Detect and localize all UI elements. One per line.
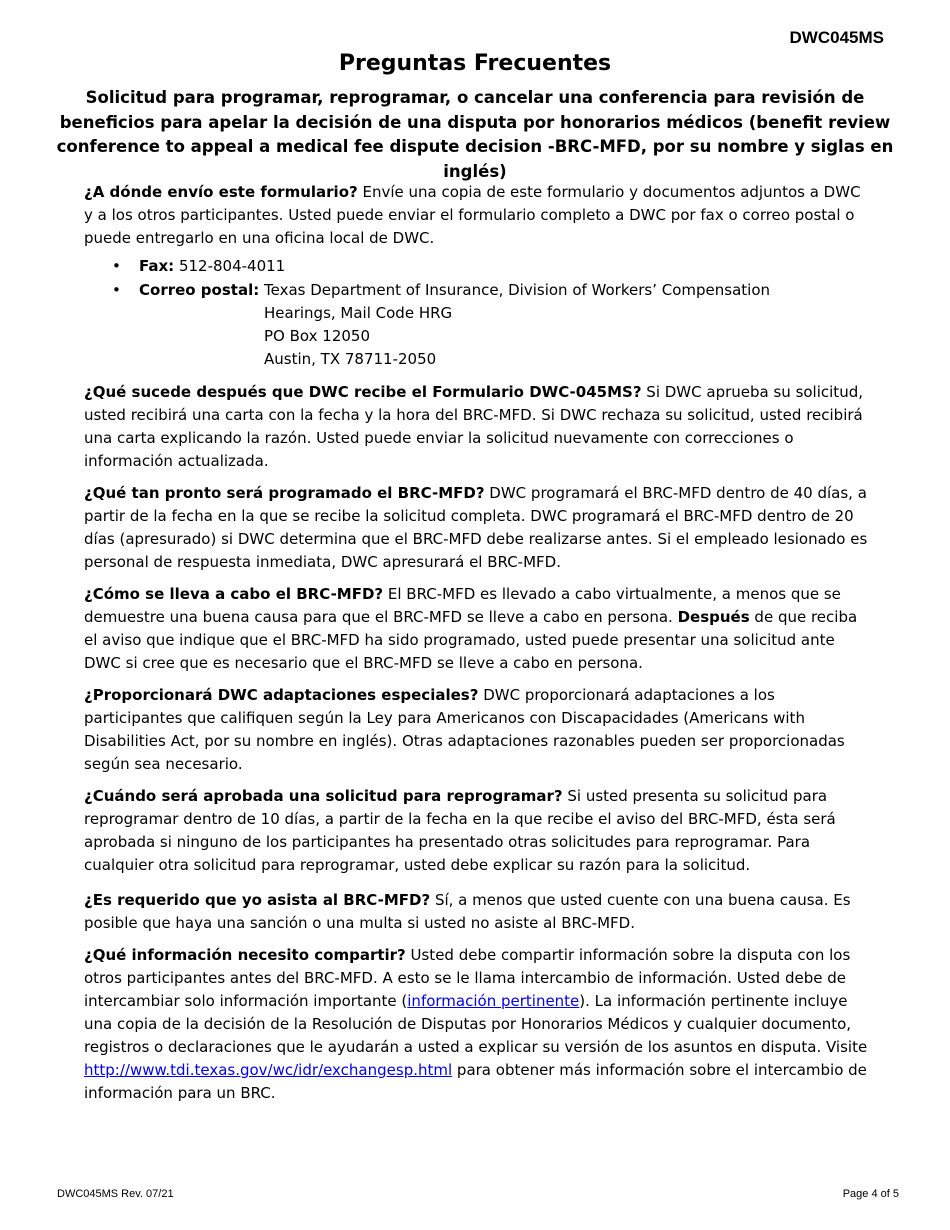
question: ¿Qué sucede después que DWC recibe el Formulario DWC-045MS? (84, 383, 642, 401)
form-code: DWC045MS (789, 28, 884, 47)
answer: El BRC-MFD es llevado a cabo virtualmente, a menos que se demuestre una buena causa para que el BRC-MFD se lleve a cabo en persona. (84, 585, 841, 626)
fax-label: Fax: (139, 257, 175, 275)
answer: Usted debe compartir información sobre la disputa con los otros participantes antes del BRC-MFD. A esto se le llama intercambio de información. Usted debe de intercambiar solo información importante ( (84, 946, 851, 1010)
fax-number: 512-804-4011 (174, 257, 286, 275)
question: ¿Es requerido que yo asista al BRC-MFD? (84, 891, 431, 909)
question: ¿Cómo se lleva a cabo el BRC-MFD? (84, 585, 384, 603)
answer: DWC proporcionará adaptaciones a los participantes que califiquen según la Ley para Americanos con Discapacidades (Americans with Disabilities Act, por su nombre en inglés). Otras adaptaciones razonables pueden ser proporcionadas según sea necesario. (84, 686, 845, 773)
answer: Envíe una copia de este formulario y documentos adjuntos a DWC y a los otros participantes. Usted puede enviar el formulario completo a DWC por fax o correo postal o puede entregarlo en una oficina local de DWC. (84, 183, 861, 247)
question: ¿Cuándo será aprobada una solicitud para reprogramar? (84, 787, 563, 805)
bullet-icon: • (112, 257, 121, 275)
address-line: Texas Department of Insurance, Division of Workers’ Compensation (264, 281, 771, 299)
answer: para obtener más información sobre el intercambio de información para un BRC. (84, 1061, 867, 1102)
question: ¿A dónde envío este formulario? (84, 183, 358, 201)
answer: Si DWC aprueba su solicitud, usted recibirá una carta con la fecha y la hora del BRC-MFD. Si DWC rechaza su solicitud, usted recibirá una carta explicando la razón. Usted puede enviar la solicitud nuevamente con correcciones o información actualizada. (84, 383, 863, 470)
mail-item (84, 279, 874, 371)
answer: DWC programará el BRC-MFD dentro de 40 días, a partir de la fecha en la que se recibe la solicitud completa. DWC programará el BRC-MFD dentro de 20 días (apresurado) si DWC determina que el BRC-MFD debe realizarse antes. Si el empleado lesionado es personal de respuesta inmediata, DWC apresurará el BRC-MFD. (84, 484, 868, 571)
address-line: Austin, TX 78711-2050 (264, 350, 437, 368)
mail-address (264, 279, 770, 371)
page-subtitle: Solicitud para programar, reprogramar, o cancelar una conferencia para revisión de beneficios para apelar la decisión de una disputa por honorarios médicos (benefit review conference to appeal a medical fee dispute decision -BRC-MFD, por su nombre y siglas en inglés) (56, 88, 894, 181)
page-title: Preguntas Frecuentes (338, 51, 612, 76)
fax-item (84, 255, 874, 278)
mail-row (139, 279, 874, 371)
mail-label: Correo postal: (139, 281, 260, 299)
faq-attend (84, 889, 874, 935)
exchange-info-url-link[interactable]: http://www.tdi.texas.gov/wc/idr/exchangesp.html (84, 1061, 453, 1079)
emphasis: Después (677, 608, 750, 626)
address-line: PO Box 12050 (264, 327, 370, 345)
footer-page-number: Page 4 of 5 (842, 1188, 899, 1200)
faq-how-held (84, 583, 874, 675)
pertinent-info-link[interactable]: información pertinente (407, 992, 580, 1010)
bullet-icon: • (112, 281, 121, 299)
answer: ). La información pertinente incluye una copia de la decisión de la Resolución de Disputas por Honorarios Médicos y cualquier documento, registros o declaraciones que le ayudarán a usted a explicar su versión de los asuntos en disputa. Visite (84, 992, 868, 1056)
answer: de que reciba el aviso que indique que el BRC-MFD ha sido programado, usted puede presentar una solicitud ante DWC si cree que es necesario que el BRC-MFD se lleve a cabo en persona. (84, 608, 858, 672)
question: ¿Qué tan pronto será programado el BRC-MFD? (84, 484, 485, 502)
faq-accommodations (84, 684, 874, 776)
answer: Sí, a menos que usted cuente con una buena causa. Es posible que haya una sanción o una multa si usted no asiste al BRC-MFD. (84, 891, 851, 932)
faq-share-info (84, 944, 874, 1105)
faq-where-send (84, 181, 874, 250)
faq-how-soon (84, 482, 874, 574)
question: ¿Proporcionará DWC adaptaciones especiales? (84, 686, 479, 704)
address-line: Hearings, Mail Code HRG (264, 304, 453, 322)
faq-reschedule (84, 785, 874, 877)
question: ¿Qué información necesito compartir? (84, 946, 406, 964)
faq-after-receive (84, 381, 874, 473)
answer: Si usted presenta su solicitud para reprogramar dentro de 10 días, a partir de la fecha en la que recibe el aviso del BRC-MFD, ésta será aprobada si ninguno de los participantes ha presentado otras solicitudes para reprogramar. Para cualquier otra solicitud para reprogramar, usted debe explicar su razón para la solicitud. (84, 787, 836, 874)
footer-revision: DWC045MS Rev. 07/21 (57, 1188, 174, 1200)
contact-list (84, 255, 874, 371)
faq-content (84, 181, 874, 1105)
